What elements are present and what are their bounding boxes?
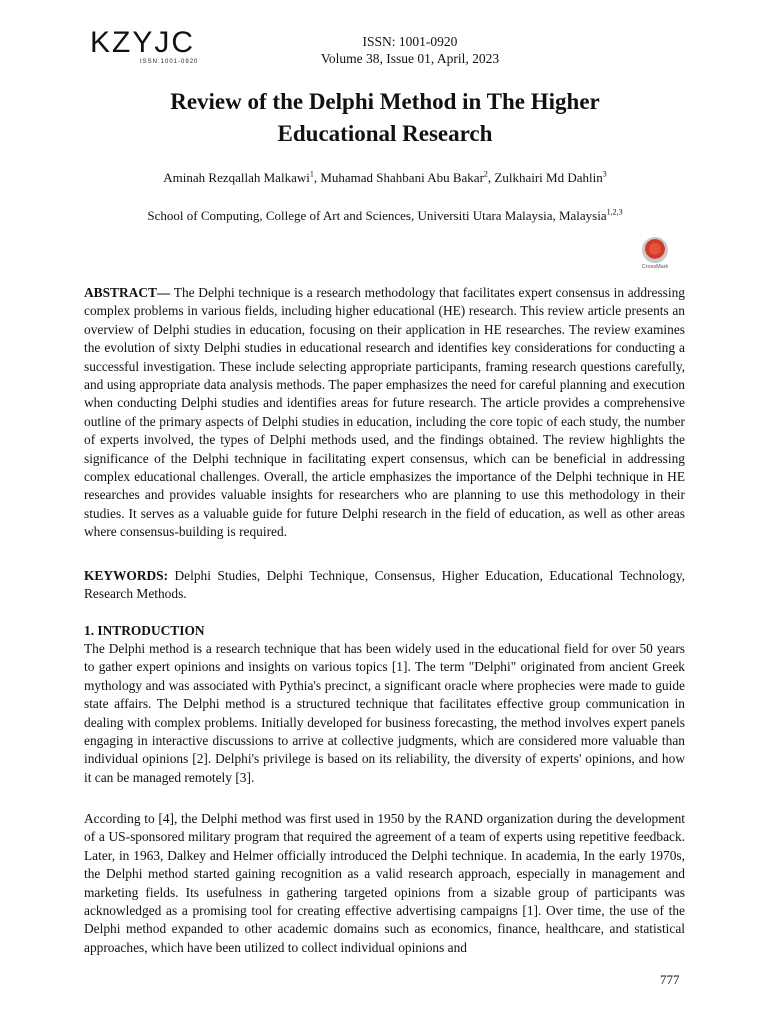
- intro-paragraph-2: According to [4], the Delphi method was first used in 1950 by the RAND organization during the development of a US-sponsored military program that required the agreement of a team of experts using repetitive feedback. Later, in 1963, Dalkey and Helmer officially introduced the Delphi technique. In academia, In the early 1970s, the Delphi method started gaining recognition as a valid research approach, especially in management and marketing fields. Its usefulness in gathering targeted opinions from a sizable group of participants was acknowledged as a promising tool for creating effective advertising campaigns [1]. Over time, the use of the Delphi method expanded to other academic domains such as economics, finance, healthcare, and statistical approaches, which have been utilized to collect individual opinions and: [84, 811, 685, 955]
- crossmark-label: CrossMark: [641, 264, 669, 270]
- issn-line: ISSN: 1001-0920: [362, 34, 458, 49]
- page-number: 777: [660, 972, 680, 987]
- affiliation: [90, 208, 680, 224]
- author-name: Muhamad Shahbani Abu Bakar: [320, 170, 484, 185]
- paper-title: [90, 86, 680, 150]
- section-heading: 1. INTRODUCTION: [84, 623, 205, 638]
- title-line-1: Review of the Delphi Method in The Higher: [170, 89, 600, 114]
- abstract-text: The Delphi technique is a research methodology that facilitates expert consensus in addressing complex problems in various fields, including higher educational (HE) research. This review article presents an overview of Delphi studies in education, focusing on their application in HE researches. The review examines the evolution of sixty Delphi studies in educational research and identifies key considerations for conducting a successful investigation. These include selecting appropriate participants, framing research questions carefully, and using appropriate data analysis methods. The paper emphasizes the need for careful planning and execution when conducting Delphi studies and identifies areas for future research. The article provides a comprehensive outline of the primary aspects of Delphi studies in education, including the core topic of each study, the number of experts involved, the types of Delphi methods used, and the findings obtained. The review highlights the significance of the Delphi technique in facilitating expert consensus, which can be beneficial in addressing complex educational challenges. Overall, the article emphasizes the importance of the Delphi technique in HE researches and provides valuable insights for researchers who are planning to use this methodology in their studies. It serves as a valuable guide for future Delphi research in the field of education, as well as other areas where consensus-building is required.: [84, 285, 685, 540]
- keywords-text: Delphi Studies, Delphi Technique, Consensus, Higher Education, Educational Technology, Research Methods.: [84, 568, 685, 602]
- crossmark-icon: [642, 237, 668, 263]
- journal-logo: [90, 28, 215, 65]
- author-sup: 2: [483, 169, 488, 179]
- logo-text: KZYJC: [90, 26, 196, 59]
- keywords-label: KEYWORDS:: [84, 568, 169, 583]
- volume-line: Volume 38, Issue 01, April, 2023: [320, 51, 500, 66]
- title-line-2: Educational Research: [277, 121, 493, 146]
- abstract: [84, 284, 685, 542]
- author-sup: 3: [602, 169, 607, 179]
- affiliation-sup: 1,2,3: [606, 207, 623, 217]
- intro-paragraph-1: The Delphi method is a research technique that has been widely used in the educational field for over 50 years to gather expert opinions and insights on various topics [1]. The term "Delphi" originated from ancient Greek mythology and was associated with Pythia's precinct, a significant oracle where prophecies were made to guide state affairs. The Delphi method is a structured technique that facilitates effective group communication in dealing with complex problems. Initially developed for business forecasting, the method involves expert panels engaging in interactive discussions to arrive at collective judgments, which are considered more valuable than individual opinions [2]. Delphi's privilege is based on its reliability, the diversity of experts' opinions, and how it can be managed remotely [3].: [84, 641, 685, 785]
- journal-info: [300, 33, 520, 67]
- affiliation-text: School of Computing, College of Art and Sciences, Universiti Utara Malaysia, Malaysia: [147, 208, 607, 223]
- author-list: Aminah Rezqallah Malkawi$^1$, Muhamad Shahbani Abu Bakar$^2$, Zulkhairi Md Dahlin$^3$: [163, 169, 607, 185]
- author-name: Aminah Rezqallah Malkawi: [163, 170, 310, 185]
- keywords: [84, 567, 685, 604]
- author-name: Zulkhairi Md Dahlin: [494, 170, 603, 185]
- abstract-label: ABSTRACT—: [84, 285, 171, 300]
- logo-issn: ISSN:1001-0920: [140, 59, 199, 65]
- author-sup: 1: [309, 169, 314, 179]
- crossmark-badge[interactable]: [637, 237, 673, 270]
